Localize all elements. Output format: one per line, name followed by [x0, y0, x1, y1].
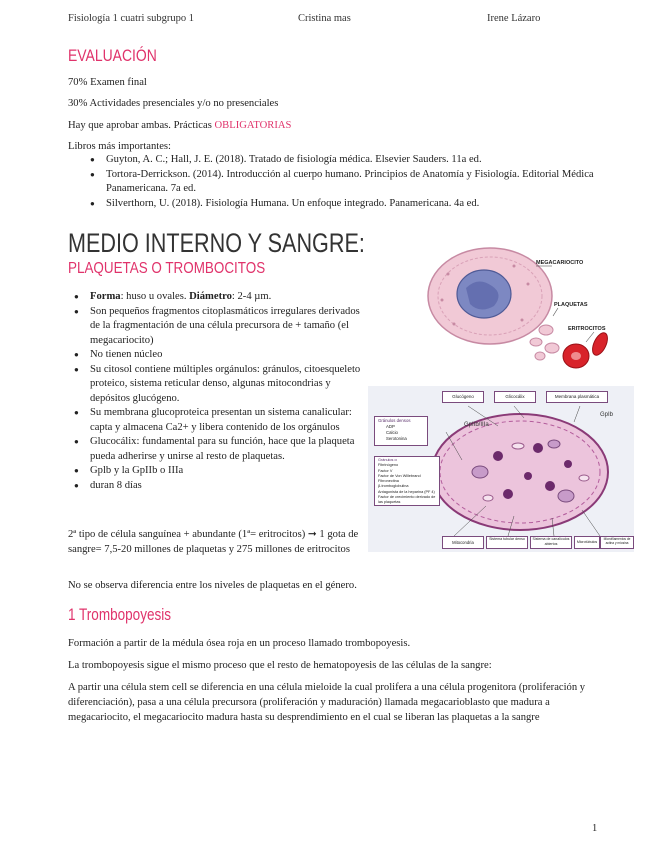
eval-line-3-text: Hay que aprobar ambas. Prácticas [68, 120, 215, 131]
book-item: ● Tortora-Derrickson. (2014). Introducción al cuerpo humano. Principios de Anatomía y Fisiología. Editorial Médica Panamericana. 7a ed. [84, 168, 594, 197]
bullet-item: ● No tienen núcleo [68, 348, 368, 363]
bullet-forma [68, 290, 368, 305]
granulos-alfa-item: Factor de crecimiento derivado de las plaquetas [378, 495, 436, 505]
granulos-alfa-title: Gránulos α [378, 458, 397, 462]
granulos-densos-item: Serotonina [386, 436, 407, 441]
header-author-2: Irene Lázaro [487, 13, 541, 24]
membrana-plasmatica-label: Membrana plasmática [546, 391, 608, 403]
trombopoyesis-heading: 1 Trombopoyesis [68, 606, 172, 624]
forma-value: : huso u ovales. [120, 291, 190, 302]
obligatorias-highlight: OBLIGATORIAS [214, 120, 292, 131]
diametro-label: Diámetro [189, 291, 232, 302]
microfilamentos-label: Microfilamentos de actina y miosina [600, 536, 634, 549]
granulos-densos-title: Gránulos densos [378, 418, 411, 423]
megacariocito-label: MEGACARIOCITO [536, 260, 584, 266]
books-intro: Libros más importantes: [68, 141, 171, 152]
granulos-alfa-item: Factor de Von Willebrand [378, 473, 421, 478]
megacariocito-illustration [418, 244, 618, 384]
bullet-item: ● Glucocálix: fundamental para su función, hace que la plaqueta pueda adherirse y unirse al resto de plaquetas. [68, 435, 368, 464]
forma-label: Forma [90, 291, 121, 302]
trombopoyesis-p1: Formación a partir de la médula ósea roja en un proceso llamado trombopoyesis. [68, 638, 411, 649]
bullet-item: ● duran 8 días [68, 479, 368, 494]
header-author-1: Cristina mas [298, 13, 351, 24]
eval-line-2: 30% Actividades presenciales y/o no presenciales [68, 98, 279, 109]
granulos-alfa-item: Fibronectina [378, 479, 399, 484]
plaquetas-label: PLAQUETAS [554, 302, 588, 308]
plaquetas-gender-paragraph: No se observa diferencia entre los niveles de plaquetas en el género. [68, 580, 357, 591]
bullet-item: ● Su citosol contiene múltiples orgánulos: gránulos, citoesqueleto proteico, sistema reticular denso, algunas mitocondrias y depósitos glucógeno. [68, 363, 368, 407]
diametro-value: : 2-4 µm. [231, 291, 272, 302]
plaquetas-subheading: PLAQUETAS O TROMBOCITOS [68, 260, 266, 277]
eritrocitos-label: ERITROCITOS [568, 326, 606, 332]
microtubulos-label: Microtúbulos [574, 536, 600, 549]
glucogeno-label: Glucógeno [442, 391, 484, 403]
granulos-alfa-item: β-tromboglobulina [378, 484, 409, 489]
granulos-densos-item: ADP [386, 424, 395, 429]
bullet-item: ● Gplb y la GpIIb o IIIa [68, 464, 368, 479]
sistema-canaliculos-label: Sistema de canalículos abiertos [530, 536, 572, 549]
plaquetas-abundance-paragraph: 2ª tipo de célula sanguínea + abundante (1ª= eritrocitos) ➞ 1 gota de sangre= 7,5-20 millones de plaquetas y 275 millones de eritrocitos [68, 529, 359, 555]
books-list [84, 153, 594, 211]
book-item: ● Silverthorn, U. (2018). Fisiología Humana. Un enfoque integrado. Panamericana. 4a ed. [84, 197, 594, 212]
gpib-label: GpIb [600, 412, 614, 418]
granulos-alfa-item: Antagonista de la heparina (PF 4) [378, 489, 435, 494]
eval-line-1: 70% Examen final [68, 77, 147, 88]
gpiib-iiia-label: GpIIb/IIIa [464, 422, 489, 428]
granulos-alfa-box [374, 456, 440, 506]
megacariocito-figure [418, 244, 618, 384]
trombopoyesis-p2: La trombopoyesis sigue el mismo proceso que el resto de hematopoyesis de las células de la sangre: [68, 660, 492, 671]
sistema-tubular-label: Sistema tubular denso [486, 536, 528, 549]
mitocondria-label: Mitocondria [442, 536, 484, 549]
granulos-densos-item: Calcio [386, 430, 398, 435]
granulos-alfa-item: Fibrinógeno [378, 463, 399, 468]
plaqueta-structure-figure [368, 386, 634, 552]
page-number: 1 [592, 823, 598, 834]
book-item: ● Guyton, A. C.; Hall, J. E. (2018). Tratado de fisiología médica. Elsevier Sauders. 11a ed. [84, 153, 594, 168]
glicocalix-label: Glicocálix [494, 391, 536, 403]
plaquetas-bullets [68, 290, 368, 493]
header-course: Fisiología 1 cuatri subgrupo 1 [68, 13, 194, 24]
evaluacion-heading: EVALUACIÓN [68, 46, 157, 65]
granulos-densos-box [374, 416, 428, 446]
bullet-item: ● Son pequeños fragmentos citoplasmáticos irregulares derivados de la fragmentación de una célula precursora de + tamaño (el megacariocito) [68, 305, 368, 349]
medio-interno-heading: MEDIO INTERNO Y SANGRE: [68, 228, 365, 258]
eval-line-3 [68, 118, 291, 133]
granulos-alfa-item: Factor V [378, 468, 393, 473]
trombopoyesis-p3: A partir una célula stem cell se diferencia en una célula mieloide la cual prolifera a una célula progenitora (proliferación y diferenciación), pasa a una célula precursora (proliferación y maduración) llamada megacarioblasto que madura a megacariocito, el megacariocito madura hasta su desprendimiento en el cual se liberan las plaquetas a la sangre [68, 682, 586, 723]
bullet-item: ● Su membrana glucoproteica presentan un sistema canalicular: capta y almacena Ca2+ y libera contenido de los orgánulos [68, 406, 368, 435]
